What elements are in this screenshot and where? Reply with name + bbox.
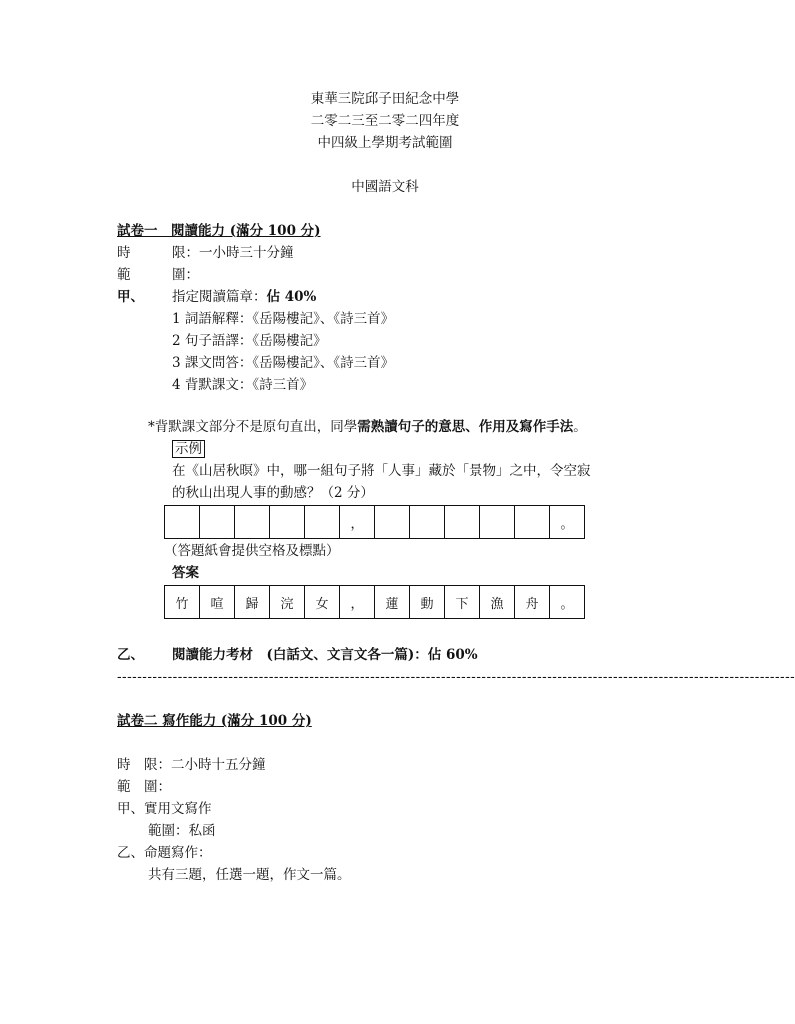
grid-cell	[235, 506, 270, 539]
blank-answer-grid	[164, 505, 585, 539]
exam-title: 中四級上學期考試範圍	[317, 135, 453, 151]
scope-item-4: 4 背默課文：《詩三首》	[172, 377, 314, 393]
paper2-section-a-scope: 範圍：私函	[148, 823, 216, 839]
school-name: 東華三院邱子田紀念中學	[310, 91, 460, 107]
section-a-text: 指定閱讀篇章：	[172, 289, 267, 305]
answer-cell: 竹	[165, 586, 200, 619]
paper2-section-b-detail: 共有三題，任選一題，作文一篇。	[148, 867, 351, 883]
section-b-text: 閱讀能力考材 (白話文、文言文各一篇)：佔 60%	[172, 647, 478, 663]
grid-cell	[375, 506, 410, 539]
grid-cell	[480, 506, 515, 539]
question-line-1: 在《山居秋暝》中，哪一組句子將「人事」藏於「景物」之中，令空寂	[172, 463, 591, 479]
answer-cell: ，	[340, 586, 375, 619]
section-divider: --------------------------------------------------------------------------------------------------------------------------------------	[117, 669, 795, 685]
paper1-scope-label: 範	[117, 267, 131, 283]
answer-cell: 動	[410, 586, 445, 619]
grid-cell	[200, 506, 235, 539]
question-line-2: 的秋山出現人事的動感？（2 分）	[172, 485, 374, 501]
paper2-time: 時 限：二小時十五分鐘	[117, 757, 266, 773]
answer-cell: 蓮	[375, 586, 410, 619]
answer-grid	[164, 585, 585, 619]
section-a-weight: 佔 40%	[266, 289, 317, 305]
answer-cell: 歸	[235, 586, 270, 619]
recitation-note	[148, 418, 587, 436]
paper2-scope: 範 圍：	[117, 779, 171, 795]
grid-cell: 。	[550, 506, 585, 539]
section-a-label: 甲、	[117, 289, 144, 305]
note-prefix: *背默課文部分不是原句直出，同學	[148, 419, 358, 435]
grid-cell	[165, 506, 200, 539]
answer-cell: 下	[445, 586, 480, 619]
grid-cell: ，	[340, 506, 375, 539]
paper2-section-b: 乙、命題寫作：	[117, 845, 212, 861]
section-a-heading	[172, 288, 316, 306]
answer-cell: 女	[305, 586, 340, 619]
example-label-wrap	[172, 440, 205, 458]
scope-item-2: 2 句子語譯：《岳陽樓記》	[172, 333, 327, 349]
section-b-label: 乙、	[117, 647, 144, 663]
grid-cell	[305, 506, 340, 539]
answer-label: 答案	[172, 565, 199, 581]
answer-cell: 喧	[200, 586, 235, 619]
paper1-title: 試卷一 閱讀能力 (滿分 100 分)	[117, 223, 321, 239]
answer-cell: 漁	[480, 586, 515, 619]
answer-cell: 舟	[515, 586, 550, 619]
note-suffix: 。	[573, 419, 587, 435]
school-year: 二零二三至二零二四年度	[310, 113, 460, 129]
grid-cell	[445, 506, 480, 539]
paper2-title: 試卷二 寫作能力 (滿分 100 分)	[117, 713, 312, 729]
example-label: 示例	[172, 440, 205, 458]
grid-cell	[270, 506, 305, 539]
note-emphasis: 需熟讀句子的意思、作用及寫作手法	[357, 419, 574, 435]
scope-item-1: 1 詞語解釋：《岳陽樓記》、《詩三首》	[172, 311, 395, 327]
paper1-time-value: 限：一小時三十分鐘	[172, 245, 294, 261]
paper2-section-a: 甲、實用文寫作	[117, 801, 212, 817]
paper1-time-label: 時	[117, 245, 131, 261]
grid-cell	[410, 506, 445, 539]
paper1-scope-value: 圍：	[172, 267, 199, 283]
grid-cell	[515, 506, 550, 539]
scope-item-3: 3 課文問答：《岳陽樓記》、《詩三首》	[172, 355, 395, 371]
answer-cell: 浣	[270, 586, 305, 619]
grid-note: （答題紙會提供空格及標點）	[164, 543, 340, 559]
answer-cell: 。	[550, 586, 585, 619]
subject-title: 中國語文科	[351, 179, 419, 195]
